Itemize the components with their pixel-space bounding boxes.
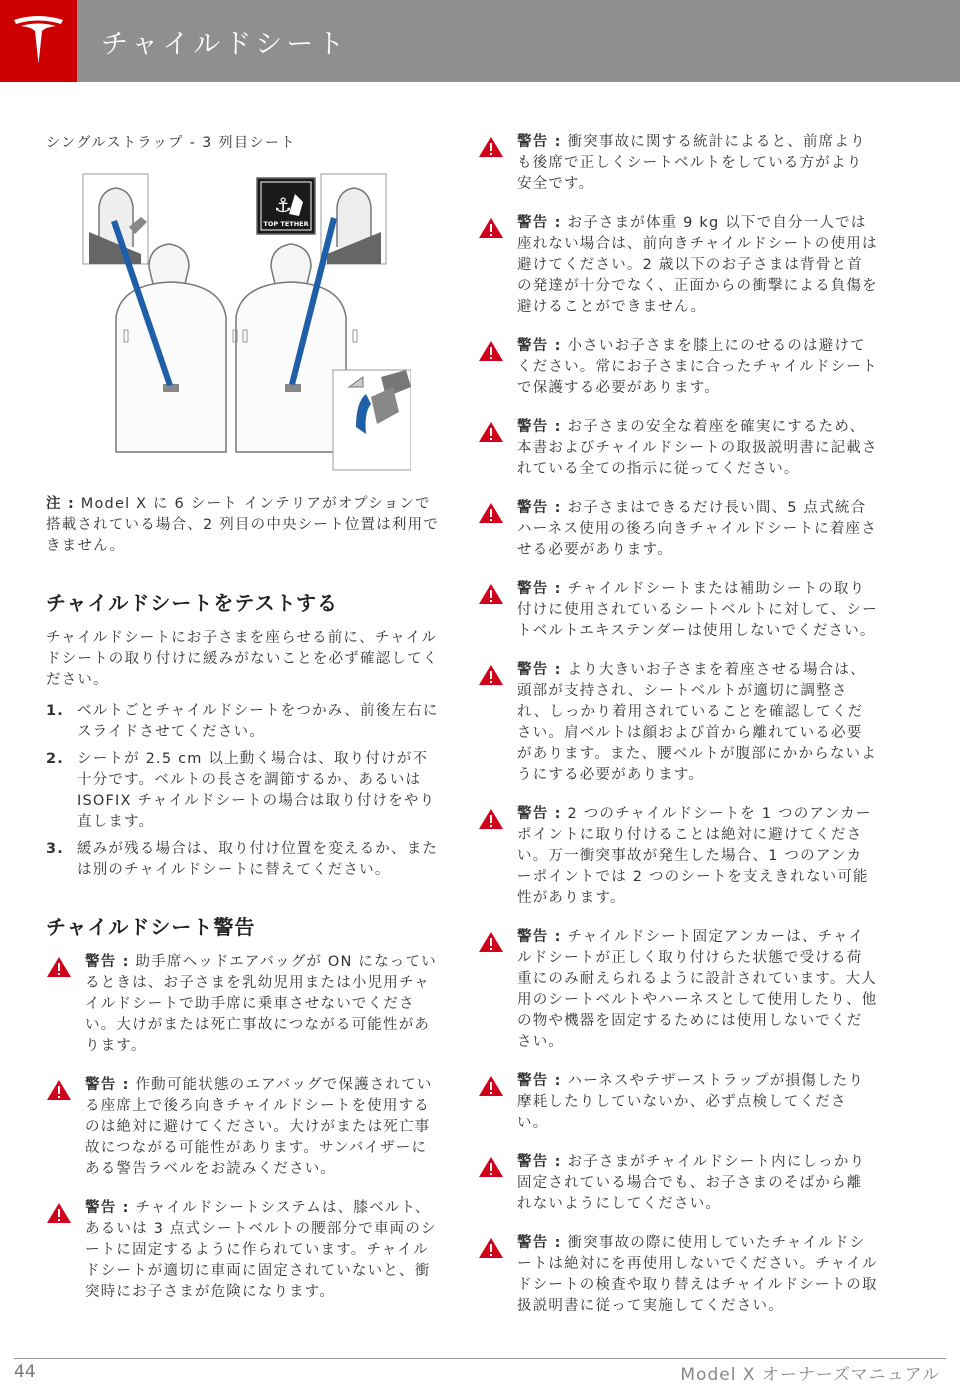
warning-text: お子さまはできるだけ長い間、5 点式統合ハーネス使用の後ろ向きチャイルドシートに着座させる必要があります。 (517, 500, 877, 558)
step-text: ベルトごとチャイルドシートをつかみ、前後左右にスライドさせてください。 (77, 703, 439, 740)
warning-triangle-icon (478, 808, 504, 830)
warning-triangle-icon (478, 217, 504, 239)
warning-label: 警告 : (517, 1154, 562, 1170)
anchor-icon: ⚓ (274, 193, 292, 217)
warning-item (478, 498, 878, 561)
warning-item (478, 660, 878, 786)
warning-label: 警告 : (517, 806, 562, 822)
warning-text: 助手席ヘッドエアバッグが ON になっているときは、お子さまを乳幼児用または小児用チャイルドシートで助手席に乗車させないでください。大けがまたは死亡事故につながる可能性があります。 (85, 954, 437, 1054)
warning-text: お子さまが体重 9 kg 以下で自分一人では座れない場合は、前向きチャイルドシートの使用は避けてください。2 歳以下のお子さまは背骨と首の発達が十分でなく、正面からの衝撃による負傷を避けることができません。 (517, 215, 878, 315)
tesla-logo-icon (12, 14, 65, 68)
warning-label: 警告 : (517, 1073, 562, 1089)
warning-triangle-icon (46, 1202, 72, 1224)
warning-item (478, 132, 878, 195)
warning-label: 警告 : (517, 338, 562, 354)
warning-triangle-icon (478, 1156, 504, 1178)
warning-label: 警告 : (85, 1077, 130, 1093)
warning-text: 衝突事故に関する統計によると、前席よりも後席で正しくシートベルトをしている方がより安全です。 (517, 134, 866, 192)
warning-text: お子さまの安全な着座を確実にするため、本書およびチャイルドシートの取扱説明書に記載されている全ての指示に従ってください。 (517, 419, 878, 477)
warning-list-left (46, 952, 441, 1303)
test-steps (46, 701, 441, 881)
warning-triangle-icon (478, 931, 504, 953)
left-column (46, 132, 441, 1321)
warning-item (478, 417, 878, 480)
note-six-seat (46, 494, 441, 557)
warning-label: 警告 : (517, 500, 562, 516)
warning-item (478, 927, 878, 1053)
warning-text: チャイルドシートシステムは、膝ベルト、あるいは 3 点式シートベルトの腰部分で車両のシートに固定するように作られています。チャイルドシートが適切に車両に固定されていないと、衝突時にお子さまが危険になります。 (85, 1200, 437, 1300)
warning-label: 警告 : (517, 929, 562, 945)
warning-triangle-icon (478, 502, 504, 524)
step-number: 1. (46, 703, 64, 719)
warning-label: 警告 : (517, 215, 562, 231)
seat-illustration (81, 172, 411, 472)
warning-item (46, 952, 441, 1057)
warning-text: 作動可能状態のエアバッグで保護されている座席上で後ろ向きチャイルドシートを使用するのは絶対に避けてください。大けがまたは死亡事故につながる可能性があります。サンバイザーにある警告ラベルをお読みください。 (85, 1077, 433, 1177)
step-number: 3. (46, 841, 64, 857)
warning-item (478, 336, 878, 399)
warning-triangle-icon (478, 136, 504, 158)
footer-divider (14, 1358, 946, 1359)
right-column (478, 132, 878, 1335)
warning-item (478, 804, 878, 909)
warning-text: チャイルドシート固定アンカーは、チャイルドシートが正しく取り付けらた状態で受ける荷重にのみ耐えられるように設計されています。大人用のシートベルトやハーネスとして使用したり、他の物や機器を固定するためには使用しないでください。 (517, 929, 878, 1050)
warning-text: 2 つのチャイルドシートを 1 つのアンカーポイントに取り付けることは絶対に避けてください。万一衝突事故が発生した場合、1 つのアンカーポイントでは 2 つのシートを支えきれない可能性があります。 (517, 806, 872, 906)
warning-label: 警告 : (85, 954, 130, 970)
warning-triangle-icon (478, 421, 504, 443)
warning-label: 警告 : (517, 1235, 562, 1251)
warning-text: より大きいお子さまを着座させる場合は、頭部が支持され、シートベルトが適切に調整され、しっかり着用されていることを確認してください。肩ベルトは顔および首から離れている必要があります。また、腰ベルトが腹部にかからないようにする必要があります。 (517, 662, 877, 783)
warning-item (478, 579, 878, 642)
warning-list-right (478, 132, 878, 1317)
note-label: 注 : (46, 496, 75, 512)
warning-item (478, 213, 878, 318)
headrest-right (271, 244, 311, 284)
warning-triangle-icon (478, 1075, 504, 1097)
brand-logo (0, 0, 77, 82)
warning-label: 警告 : (517, 581, 562, 597)
step-text: シートが 2.5 cm 以上動く場合は、取り付けが不十分です。ベルトの長さを調節するか、あるいは ISOFIX チャイルドシートの場合は取り付けをやり直します。 (77, 751, 436, 830)
step-number: 2. (46, 751, 64, 767)
warning-triangle-icon (478, 340, 504, 362)
test-section-heading: チャイルドシートをテストする (46, 591, 338, 615)
warning-triangle-icon (478, 1237, 504, 1259)
warning-item (478, 1152, 878, 1215)
seat-back-right (236, 282, 346, 452)
page-title: チャイルドシート (101, 29, 349, 60)
warning-label: 警告 : (517, 134, 562, 150)
warning-triangle-icon (478, 583, 504, 605)
figure-caption: シングルストラップ - 3 列目シート (46, 135, 297, 151)
warning-text: 小さいお子さまを膝上にのせるのは避けてください。常にお子さまに合ったチャイルドシートで保護する必要があります。 (517, 338, 878, 396)
list-item (46, 749, 441, 833)
page-header (0, 0, 960, 82)
warning-text: チャイルドシートまたは補助シートの取り付けに使用されているシートベルトに対して、シートベルトエキステンダーは使用しないでください。 (517, 581, 878, 639)
page-number: 44 (14, 1362, 36, 1382)
manual-name: Model X オーナーズマニュアル (680, 1365, 940, 1385)
seat-back-left (116, 282, 226, 452)
warning-item (46, 1075, 441, 1180)
top-tether-label: TOP TETHER (263, 220, 309, 228)
warning-label: 警告 : (85, 1200, 130, 1216)
list-item (46, 701, 441, 743)
list-item (46, 839, 441, 881)
top-tether-badge (257, 178, 315, 234)
warning-triangle-icon (46, 1079, 72, 1101)
warning-text: お子さまがチャイルドシート内にしっかり固定されている場合でも、お子さまのそばから離れないようにしてください。 (517, 1154, 866, 1212)
headrest-left (149, 244, 189, 284)
warning-text: 衝突事故の際に使用していたチャイルドシートは絶対にを再使用しないでください。チャイルドシートの検査や取り替えはチャイルドシートの取扱説明書に従って実施してください。 (517, 1235, 878, 1314)
test-intro: チャイルドシートにお子さまを座らせる前に、チャイルドシートの取り付けに緩みがないことを必ず確認してください。 (46, 630, 439, 688)
step-text: 緩みが残る場合は、取り付け位置を変えるか、または別のチャイルドシートに替えてください。 (77, 841, 439, 878)
warning-text: ハーネスやテザーストラップが損傷したり摩耗したりしていないか、必ず点検してください。 (517, 1073, 865, 1131)
warning-label: 警告 : (517, 419, 562, 435)
warnings-section-heading: チャイルドシート警告 (46, 915, 256, 939)
note-text: Model X に 6 シート インテリアがオプションで搭載されている場合、2 列目の中央シート位置は利用できません。 (46, 496, 440, 554)
anchor-point-right (285, 384, 301, 392)
warning-triangle-icon (46, 956, 72, 978)
warning-triangle-icon (478, 664, 504, 686)
warning-item (478, 1233, 878, 1317)
warning-label: 警告 : (517, 662, 562, 678)
warning-item (478, 1071, 878, 1134)
warning-item (46, 1198, 441, 1303)
